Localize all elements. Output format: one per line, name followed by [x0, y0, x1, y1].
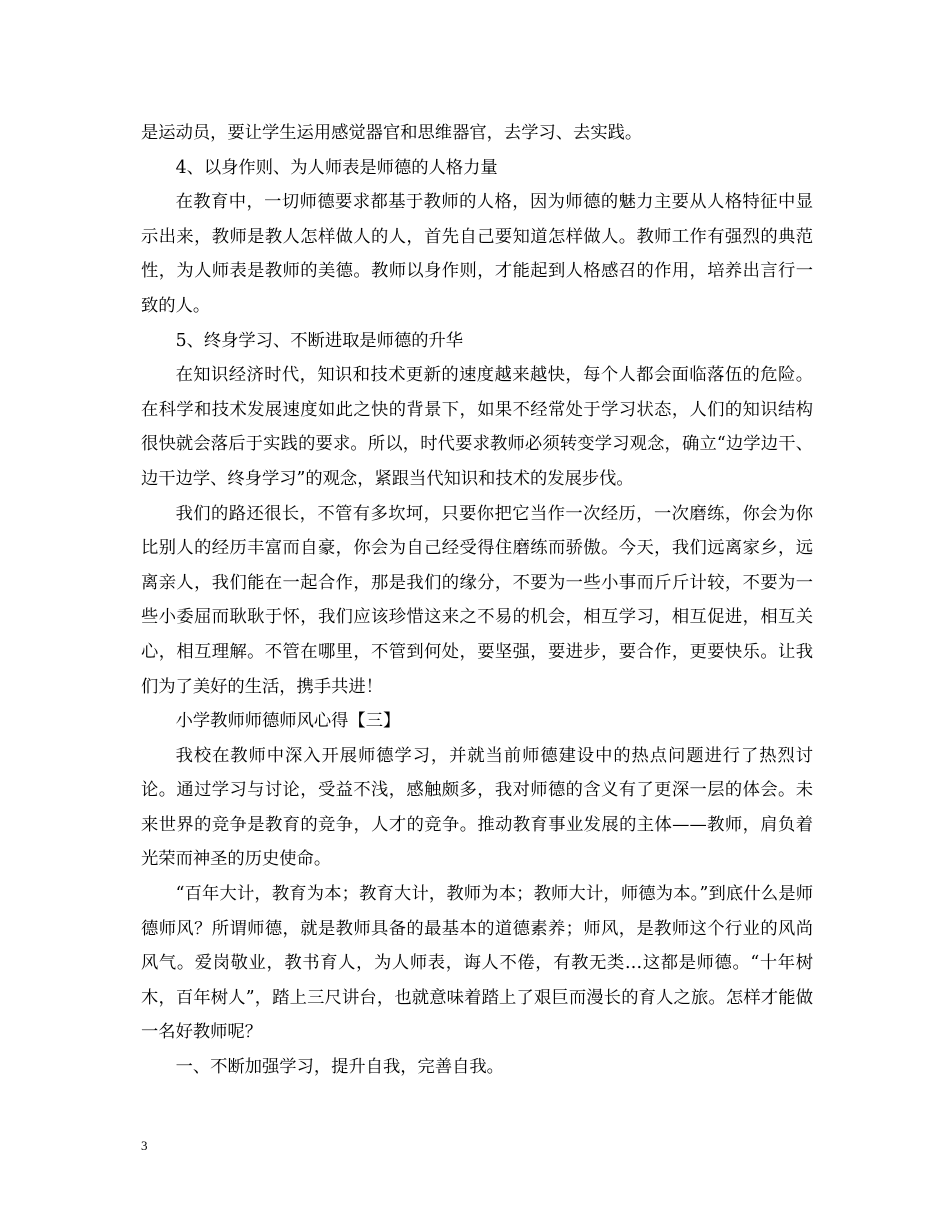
paragraph-continuation: 是运动员，要让学生运用感觉器官和思维器官，去学习、去实践。	[141, 123, 643, 143]
paragraph: 在教育中，一切师德要求都基于教师的人格，因为师德的魅力主要从人格特征中显示出来，教师是教人怎样做人的人，首先自己要知道怎样做人。教师工作有强烈的典范性，为人师表是教师的美德。教师以身作则，才能起到人格感召的作用，培养出言行一致的人。	[141, 192, 813, 316]
section-heading-4: 4、以身作则、为人师表是师德的人格力量	[175, 157, 498, 178]
page-number: 3	[141, 1138, 148, 1153]
paragraph: 我校在教师中深入开展师德学习，并就当前师德建设中的热点问题进行了热烈讨论。通过学习与讨论，受益不浅，感触颇多，我对师德的含义有了更深一层的体会。未来世界的竞争是教育的竞争，人才的竞争。推动教育事业发展的主体——教师，肩负着光荣而神圣的历史使命。	[141, 745, 813, 870]
section-heading-5: 5、终身学习、不断进取是师德的升华	[175, 330, 464, 351]
paragraph: “百年大计，教育为本；教育大计，教师为本；教师大计，师德为本。”到底什么是师德师风？所谓师德，就是教师具备的最基本的道德素养；师风，是教师这个行业的风尚风气。爱岗敬业，教书育人，为人师表，诲人不倦，有教无类…这都是师德。“十年树木，百年树人”，踏上三尺讲台，也就意味着踏上了艰巨而漫长的育人之旅。怎样才能做一名好教师呢？	[141, 884, 813, 1043]
document-body	[141, 116, 813, 1085]
paragraph: 我们的路还很长，不管有多坎坷，只要你把它当作一次经历，一次磨练，你会为你比别人的经历丰富而自豪，你会为自己经受得住磨练而骄傲。今天，我们远离家乡，远离亲人，我们能在一起合作，那是我们的缘分，不要为一些小事而斤斤计较，不要为一些小委屈而耿耿于怀，我们应该珍惜这来之不易的机会，相互学习，相互促进，相互关心，相互理解。不管在哪里，不管到何处，要坚强，要进步，要合作，更要快乐。让我们为了美好的生活，携手共进！	[141, 503, 813, 697]
paragraph: 在知识经济时代，知识和技术更新的速度越来越快，每个人都会面临落伍的危险。在科学和技术发展速度如此之快的背景下，如果不经常处于学习状态，人们的知识结构很快就会落后于实践的要求。所以，时代要求教师必须转变学习观念，确立“边学边干、边干边学、终身学习”的观念，紧跟当代知识和技术的发展步伐。	[141, 365, 813, 489]
article-title: 小学教师师德师风心得【三】	[175, 711, 401, 732]
section-heading-1: 一、不断加强学习，提升自我，完善自我。	[175, 1057, 504, 1078]
